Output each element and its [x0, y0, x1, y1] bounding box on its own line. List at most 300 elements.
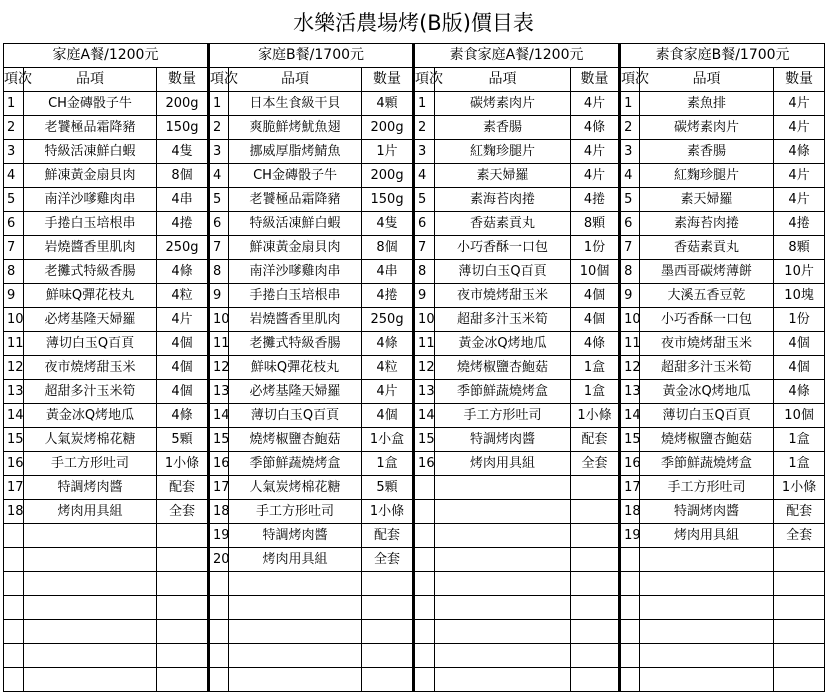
empty-cell: [640, 572, 774, 596]
item-number: 12: [620, 356, 640, 380]
empty-cell: [640, 548, 774, 572]
item-name: CH金磚骰子牛: [24, 92, 157, 116]
item-quantity: 4捲: [774, 212, 825, 236]
item-quantity: 4條: [774, 140, 825, 164]
item-quantity: 4條: [157, 404, 209, 428]
qty-column-header: 數量: [157, 68, 209, 92]
empty-cell: [414, 500, 435, 524]
empty-cell: [229, 644, 362, 668]
item-number: 5: [4, 188, 24, 212]
item-quantity: 4隻: [157, 140, 209, 164]
empty-cell: [4, 644, 24, 668]
empty-cell: [4, 548, 24, 572]
empty-cell: [4, 620, 24, 644]
item-column-header: 品項: [229, 68, 362, 92]
item-name: 老饕極品霜降豬: [24, 116, 157, 140]
item-name: 紅麴珍腿片: [435, 140, 571, 164]
item-name: 烤肉用具組: [640, 524, 774, 548]
item-quantity: 4捲: [362, 284, 414, 308]
set-name: 素食家庭A餐/1200元: [414, 44, 620, 68]
item-name: 大溪五香豆乾: [640, 284, 774, 308]
empty-cell: [435, 596, 571, 620]
item-number: 2: [4, 116, 24, 140]
item-quantity: 4串: [362, 260, 414, 284]
item-quantity: 1盒: [362, 452, 414, 476]
item-name: 特調烤肉醬: [435, 428, 571, 452]
item-name: 夜市燒烤甜玉米: [24, 356, 157, 380]
table-row: [4, 548, 825, 572]
item-number: 6: [414, 212, 435, 236]
item-number: 11: [620, 332, 640, 356]
item-name: 薄切白玉Q百頁: [24, 332, 157, 356]
item-name: 人氣炭烤棉花糖: [229, 476, 362, 500]
item-name: 碳烤素肉片: [435, 92, 571, 116]
empty-cell: [229, 668, 362, 692]
item-quantity: 4片: [571, 92, 620, 116]
item-quantity: 配套: [774, 500, 825, 524]
item-name: CH金磚骰子牛: [229, 164, 362, 188]
empty-cell: [435, 644, 571, 668]
item-name: 素香腸: [435, 116, 571, 140]
item-number: 11: [414, 332, 435, 356]
empty-cell: [24, 572, 157, 596]
item-quantity: 4個: [157, 356, 209, 380]
item-quantity: 4個: [774, 356, 825, 380]
item-quantity: 4個: [362, 404, 414, 428]
empty-cell: [571, 572, 620, 596]
item-number: 3: [209, 140, 229, 164]
item-quantity: 8顆: [774, 236, 825, 260]
item-quantity: 4條: [774, 380, 825, 404]
table-row: [4, 92, 825, 116]
item-number: 1: [4, 92, 24, 116]
empty-cell: [435, 548, 571, 572]
item-number: 2: [414, 116, 435, 140]
empty-cell: [362, 620, 414, 644]
item-name: 燒烤椒鹽杏鮑菇: [229, 428, 362, 452]
item-number: 1: [209, 92, 229, 116]
item-quantity: 1盒: [774, 428, 825, 452]
item-number: 13: [620, 380, 640, 404]
item-name: 老饕極品霜降豬: [229, 188, 362, 212]
empty-cell: [24, 668, 157, 692]
item-column-header: 品項: [640, 68, 774, 92]
table-row: [4, 356, 825, 380]
item-name: 日本生食級干貝: [229, 92, 362, 116]
item-quantity: 150g: [157, 116, 209, 140]
item-number: 16: [209, 452, 229, 476]
item-name: 小巧香酥一口包: [435, 236, 571, 260]
table-row: [4, 644, 825, 668]
empty-cell: [774, 668, 825, 692]
item-number: 9: [620, 284, 640, 308]
item-number: 17: [620, 476, 640, 500]
item-quantity: 5顆: [362, 476, 414, 500]
item-number: 15: [620, 428, 640, 452]
item-name: 烤肉用具組: [435, 452, 571, 476]
table-row: [4, 188, 825, 212]
empty-cell: [774, 548, 825, 572]
qty-column-header: 數量: [362, 68, 414, 92]
item-number: 6: [4, 212, 24, 236]
set-name: 素食家庭B餐/1700元: [620, 44, 825, 68]
number-column-header: 項次: [209, 68, 229, 92]
item-quantity: 10個: [774, 404, 825, 428]
item-quantity: 250g: [362, 308, 414, 332]
empty-cell: [435, 524, 571, 548]
empty-cell: [620, 644, 640, 668]
empty-cell: [157, 524, 209, 548]
item-number: 18: [209, 500, 229, 524]
item-quantity: 4片: [774, 116, 825, 140]
empty-cell: [571, 668, 620, 692]
item-name: 薄切白玉Q百頁: [435, 260, 571, 284]
item-quantity: 4粒: [157, 284, 209, 308]
item-number: 10: [620, 308, 640, 332]
item-name: 鮮味Q彈花枝丸: [229, 356, 362, 380]
item-name: 南洋沙嗲雞肉串: [24, 188, 157, 212]
item-quantity: 250g: [157, 236, 209, 260]
item-quantity: 4片: [571, 140, 620, 164]
empty-cell: [229, 596, 362, 620]
item-quantity: 4粒: [362, 356, 414, 380]
item-name: 特調烤肉醬: [229, 524, 362, 548]
item-number: 9: [209, 284, 229, 308]
empty-cell: [620, 548, 640, 572]
item-name: 挪威厚脂烤鯖魚: [229, 140, 362, 164]
item-quantity: 4條: [571, 116, 620, 140]
empty-cell: [414, 668, 435, 692]
item-number: 3: [4, 140, 24, 164]
empty-cell: [157, 548, 209, 572]
item-number: 7: [414, 236, 435, 260]
empty-cell: [571, 500, 620, 524]
item-number: 10: [209, 308, 229, 332]
item-number: 15: [4, 428, 24, 452]
table-row: [4, 596, 825, 620]
empty-cell: [157, 644, 209, 668]
item-quantity: 1盒: [571, 380, 620, 404]
item-number: 18: [4, 500, 24, 524]
item-quantity: 150g: [362, 188, 414, 212]
item-quantity: 4個: [571, 308, 620, 332]
empty-cell: [209, 572, 229, 596]
item-name: 香菇素貢丸: [435, 212, 571, 236]
empty-cell: [209, 668, 229, 692]
item-number: 11: [4, 332, 24, 356]
table-row: [4, 212, 825, 236]
set-name: 家庭A餐/1200元: [4, 44, 209, 68]
item-number: 1: [414, 92, 435, 116]
table-row: [4, 524, 825, 548]
item-number: 8: [209, 260, 229, 284]
item-name: 素海苔肉捲: [640, 212, 774, 236]
item-name: 必烤基隆天婦羅: [229, 380, 362, 404]
item-name: 素香腸: [640, 140, 774, 164]
item-name: 燒烤椒鹽杏鮑菇: [640, 428, 774, 452]
item-number: 16: [414, 452, 435, 476]
empty-cell: [640, 668, 774, 692]
item-number: 13: [414, 380, 435, 404]
item-name: 紅麴珍腿片: [640, 164, 774, 188]
empty-cell: [435, 572, 571, 596]
item-quantity: 4捲: [571, 188, 620, 212]
empty-cell: [157, 620, 209, 644]
table-row: [4, 428, 825, 452]
item-quantity: 1片: [362, 140, 414, 164]
table-row: [4, 260, 825, 284]
item-quantity: 4個: [157, 380, 209, 404]
item-column-header: 品項: [24, 68, 157, 92]
item-number: 10: [414, 308, 435, 332]
item-quantity: 全套: [774, 524, 825, 548]
item-quantity: 1小條: [774, 476, 825, 500]
empty-cell: [435, 476, 571, 500]
item-quantity: 全套: [571, 452, 620, 476]
item-name: 黃金冰Q烤地瓜: [640, 380, 774, 404]
page-title: 水樂活農場烤(B版)價目表: [293, 11, 534, 35]
item-column-header: 品項: [435, 68, 571, 92]
number-column-header: 項次: [620, 68, 640, 92]
column-header-row: [4, 68, 825, 92]
item-name: 特調烤肉醬: [640, 500, 774, 524]
empty-cell: [157, 572, 209, 596]
item-number: 11: [209, 332, 229, 356]
item-name: 手工方形吐司: [640, 476, 774, 500]
item-quantity: 配套: [571, 428, 620, 452]
item-quantity: 8個: [362, 236, 414, 260]
item-quantity: 4條: [362, 332, 414, 356]
item-quantity: 4捲: [157, 212, 209, 236]
item-name: 季節鮮蔬燒烤盒: [229, 452, 362, 476]
item-quantity: 4片: [157, 308, 209, 332]
item-name: 夜市燒烤甜玉米: [435, 284, 571, 308]
item-number: 1: [620, 92, 640, 116]
item-name: 素海苔肉捲: [435, 188, 571, 212]
item-name: 黃金冰Q烤地瓜: [24, 404, 157, 428]
item-name: 素天婦羅: [640, 188, 774, 212]
empty-cell: [24, 620, 157, 644]
item-number: 15: [414, 428, 435, 452]
item-name: 素魚排: [640, 92, 774, 116]
empty-cell: [157, 668, 209, 692]
empty-cell: [157, 596, 209, 620]
empty-cell: [571, 596, 620, 620]
item-quantity: 1盒: [571, 356, 620, 380]
empty-cell: [209, 596, 229, 620]
item-number: 13: [4, 380, 24, 404]
empty-cell: [362, 596, 414, 620]
item-name: 超甜多汁玉米筍: [640, 356, 774, 380]
item-number: 12: [209, 356, 229, 380]
empty-cell: [229, 572, 362, 596]
item-quantity: 1份: [571, 236, 620, 260]
item-name: 香菇素貢丸: [640, 236, 774, 260]
item-number: 9: [4, 284, 24, 308]
empty-cell: [414, 572, 435, 596]
empty-cell: [620, 620, 640, 644]
item-number: 6: [620, 212, 640, 236]
item-quantity: 1盒: [774, 452, 825, 476]
item-number: 19: [209, 524, 229, 548]
empty-cell: [4, 668, 24, 692]
item-name: 必烤基隆天婦羅: [24, 308, 157, 332]
item-name: 人氣炭烤棉花糖: [24, 428, 157, 452]
item-number: 8: [4, 260, 24, 284]
item-name: 燒烤椒鹽杏鮑菇: [435, 356, 571, 380]
table-row: [4, 284, 825, 308]
item-quantity: 4隻: [362, 212, 414, 236]
item-quantity: 1小條: [571, 404, 620, 428]
item-quantity: 10個: [571, 260, 620, 284]
item-number: 2: [209, 116, 229, 140]
item-quantity: 4片: [774, 188, 825, 212]
empty-cell: [414, 596, 435, 620]
item-number: 5: [620, 188, 640, 212]
item-number: 4: [414, 164, 435, 188]
item-quantity: 4個: [157, 332, 209, 356]
item-quantity: 全套: [362, 548, 414, 572]
item-number: 14: [414, 404, 435, 428]
item-number: 4: [620, 164, 640, 188]
table-row: [4, 452, 825, 476]
item-quantity: 200g: [362, 116, 414, 140]
item-number: 10: [4, 308, 24, 332]
item-quantity: 1小條: [157, 452, 209, 476]
empty-cell: [571, 644, 620, 668]
item-number: 2: [620, 116, 640, 140]
item-number: 9: [414, 284, 435, 308]
item-name: 鮮凍黃金扇貝肉: [229, 236, 362, 260]
item-name: 季節鮮蔬燒烤盒: [435, 380, 571, 404]
item-name: 夜市燒烤甜玉米: [640, 332, 774, 356]
item-number: 4: [4, 164, 24, 188]
item-name: 特級活凍鮮白蝦: [229, 212, 362, 236]
item-name: 碳烤素肉片: [640, 116, 774, 140]
item-name: 烤肉用具組: [229, 548, 362, 572]
empty-cell: [571, 476, 620, 500]
item-name: 岩燒醬香里肌肉: [229, 308, 362, 332]
empty-cell: [414, 476, 435, 500]
item-number: 19: [620, 524, 640, 548]
empty-cell: [414, 524, 435, 548]
empty-cell: [774, 596, 825, 620]
item-number: 6: [209, 212, 229, 236]
item-name: 爽脆鮮烤魷魚翅: [229, 116, 362, 140]
item-quantity: 配套: [362, 524, 414, 548]
empty-cell: [774, 620, 825, 644]
empty-cell: [435, 500, 571, 524]
item-number: 14: [4, 404, 24, 428]
item-number: 13: [209, 380, 229, 404]
item-quantity: 8個: [157, 164, 209, 188]
empty-cell: [414, 548, 435, 572]
item-name: 老攤式特級香腸: [24, 260, 157, 284]
item-number: 16: [4, 452, 24, 476]
empty-cell: [4, 596, 24, 620]
number-column-header: 項次: [4, 68, 24, 92]
qty-column-header: 數量: [774, 68, 825, 92]
item-number: 14: [620, 404, 640, 428]
item-quantity: 4片: [774, 164, 825, 188]
item-quantity: 200g: [362, 164, 414, 188]
item-number: 5: [209, 188, 229, 212]
item-quantity: 1份: [774, 308, 825, 332]
item-name: 薄切白玉Q百頁: [229, 404, 362, 428]
item-quantity: 4片: [571, 164, 620, 188]
item-number: 14: [209, 404, 229, 428]
item-name: 手工方形吐司: [435, 404, 571, 428]
item-quantity: 4條: [571, 332, 620, 356]
table-row: [4, 164, 825, 188]
table-row: [4, 332, 825, 356]
item-name: 岩燒醬香里肌肉: [24, 236, 157, 260]
item-number: 7: [4, 236, 24, 260]
table-row: [4, 308, 825, 332]
item-number: 16: [620, 452, 640, 476]
price-table: [3, 43, 825, 692]
empty-cell: [4, 524, 24, 548]
item-quantity: 10片: [774, 260, 825, 284]
table-row: [4, 500, 825, 524]
empty-cell: [209, 620, 229, 644]
empty-cell: [24, 548, 157, 572]
item-name: 特級活凍鮮白蝦: [24, 140, 157, 164]
item-number: 12: [4, 356, 24, 380]
empty-cell: [24, 524, 157, 548]
table-row: [4, 620, 825, 644]
item-number: 8: [414, 260, 435, 284]
empty-cell: [414, 644, 435, 668]
item-quantity: 5顆: [157, 428, 209, 452]
empty-cell: [209, 644, 229, 668]
item-quantity: 4顆: [362, 92, 414, 116]
item-quantity: 1小盒: [362, 428, 414, 452]
item-quantity: 配套: [157, 476, 209, 500]
item-quantity: 4串: [157, 188, 209, 212]
item-name: 鮮凍黃金扇貝肉: [24, 164, 157, 188]
table-row: [4, 668, 825, 692]
item-number: 5: [414, 188, 435, 212]
item-number: 4: [209, 164, 229, 188]
item-name: 超甜多汁玉米筍: [435, 308, 571, 332]
item-quantity: 8顆: [571, 212, 620, 236]
empty-cell: [4, 572, 24, 596]
empty-cell: [414, 620, 435, 644]
item-quantity: 10塊: [774, 284, 825, 308]
item-name: 季節鮮蔬燒烤盒: [640, 452, 774, 476]
empty-cell: [362, 668, 414, 692]
table-row: [4, 380, 825, 404]
empty-cell: [435, 620, 571, 644]
empty-cell: [362, 572, 414, 596]
item-quantity: 200g: [157, 92, 209, 116]
empty-cell: [24, 644, 157, 668]
item-name: 鮮味Q彈花枝丸: [24, 284, 157, 308]
item-quantity: 4個: [774, 332, 825, 356]
empty-cell: [435, 668, 571, 692]
empty-cell: [24, 596, 157, 620]
empty-cell: [571, 548, 620, 572]
set-name: 家庭B餐/1700元: [209, 44, 414, 68]
item-name: 烤肉用具組: [24, 500, 157, 524]
item-name: 手捲白玉培根串: [229, 284, 362, 308]
item-name: 小巧香酥一口包: [640, 308, 774, 332]
item-quantity: 4片: [362, 380, 414, 404]
item-name: 特調烤肉醬: [24, 476, 157, 500]
table-row: [4, 236, 825, 260]
item-name: 超甜多汁玉米筍: [24, 380, 157, 404]
